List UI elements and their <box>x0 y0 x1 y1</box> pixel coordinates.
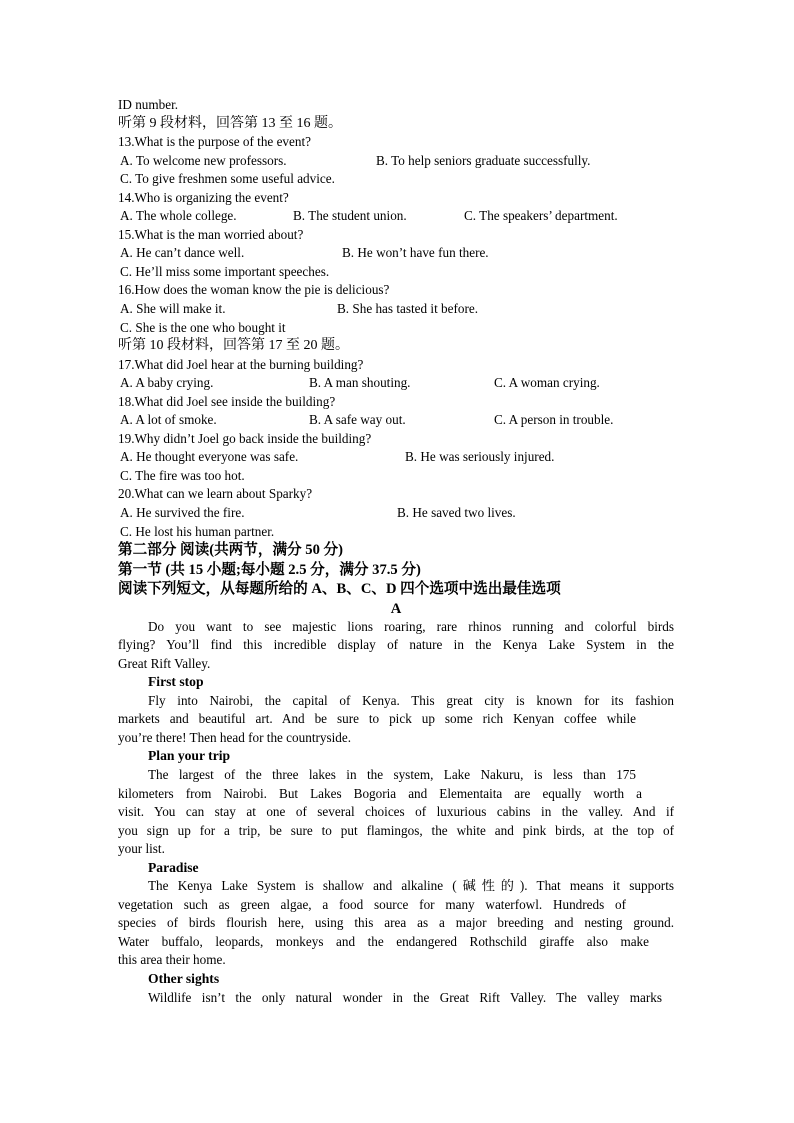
question-13-option-c <box>118 170 674 189</box>
option-c: C. He’ll miss some important speeches. <box>120 263 330 279</box>
paragraph-line: Water buffalo, leopards, monkeys and the endangered Rothschild giraffe also make <box>118 933 649 949</box>
subheading-plan-your-trip: Plan your trip <box>148 748 231 764</box>
option-a: A. He thought everyone was safe. <box>120 449 299 465</box>
question-16-options <box>118 300 674 319</box>
question-20-option-c <box>118 523 674 542</box>
question-15-option-c <box>118 263 674 282</box>
question-17-options <box>118 374 674 393</box>
question-15-options <box>118 244 674 263</box>
option-c: C. The speakers’ department. <box>464 208 618 224</box>
page-content <box>118 96 674 1007</box>
question-19-option-c <box>118 467 674 486</box>
option-b: B. She has tasted it before. <box>337 301 478 317</box>
question-19: 19.Why didn’t Joel go back inside the building? <box>118 430 372 446</box>
option-c: C. She is the one who bought it <box>120 319 286 335</box>
part2-title: 第二部分 阅读(共两节，满分 50 分) <box>118 542 343 559</box>
question-19-options <box>118 448 674 467</box>
header-fragment: ID number. <box>118 97 179 112</box>
paragraph-line: you sign up for a trip, be sure to put flamingos, the white and pink birds, at the top of <box>118 822 674 838</box>
option-b: B. To help seniors graduate successfully. <box>376 152 591 168</box>
option-a: A. To welcome new professors. <box>120 152 287 168</box>
question-13: 13.What is the purpose of the event? <box>118 134 311 150</box>
option-a: A. He can’t dance well. <box>120 245 245 261</box>
option-c: C. The fire was too hot. <box>120 467 245 483</box>
option-c: C. A person in trouble. <box>494 412 614 428</box>
option-b: B. The student union. <box>293 208 407 224</box>
option-c: C. To give freshmen some useful advice. <box>120 171 335 187</box>
paragraph-line: vegetation such as green algae, a food source for many waterfowl. Hundreds of <box>118 896 626 912</box>
option-b: B. A safe way out. <box>309 412 406 428</box>
paragraph-line: Great Rift Valley. <box>118 655 211 671</box>
paragraph-line: you’re there! Then head for the countryside. <box>118 729 352 745</box>
subheading-paradise: Paradise <box>148 859 199 875</box>
subheading-other-sights: Other sights <box>148 971 220 987</box>
question-20: 20.What can we learn about Sparky? <box>118 486 313 502</box>
paragraph-line: flying? You’ll find this incredible display of nature in the Kenya Lake System in the <box>118 637 674 653</box>
paragraph-line: markets and beautiful art. And be sure to pick up some rich Kenyan coffee while <box>118 711 636 727</box>
question-18-options <box>118 411 674 430</box>
option-a: A. He survived the fire. <box>120 505 245 521</box>
instruction: 阅读下列短文，从每题所给的 A、B、C、D 四个选项中选出最佳选项 <box>118 581 561 598</box>
question-17: 17.What did Joel hear at the burning building? <box>118 356 364 372</box>
question-18: 18.What did Joel see inside the building? <box>118 393 336 409</box>
option-c: C. He lost his human partner. <box>120 523 275 539</box>
section10-intro: 听第 10 段材料，回答第 17 至 20 题。 <box>118 338 349 354</box>
question-20-options <box>118 504 674 523</box>
section1-heading: 第一节 (共 15 小题;每小题 2.5 分，满分 37.5 分) <box>118 561 421 578</box>
option-a: A. A baby crying. <box>120 375 214 391</box>
option-a: A. A lot of smoke. <box>120 412 217 428</box>
question-13-options <box>118 152 674 171</box>
subheading-first-stop: First stop <box>148 674 204 690</box>
passage-label: A <box>390 600 402 617</box>
paragraph-line: Fly into Nairobi, the capital of Kenya. This great city is known for its fashion <box>148 692 674 708</box>
paragraph-line: visit. You can stay at one of several choices of luxurious cabins in the valley. And if <box>118 804 674 820</box>
option-a: A. She will make it. <box>120 301 226 317</box>
question-16: 16.How does the woman know the pie is delicious? <box>118 282 390 298</box>
question-15: 15.What is the man worried about? <box>118 226 304 242</box>
paragraph-line: species of birds flourish here, using this area as a major breeding and nesting ground. <box>118 915 674 931</box>
option-c: C. A woman crying. <box>494 375 600 391</box>
option-b: B. A man shouting. <box>309 375 411 391</box>
paragraph-line: this area their home. <box>118 952 226 968</box>
question-16-option-c <box>118 319 674 338</box>
question-14-options <box>118 207 674 226</box>
option-b: B. He won’t have fun there. <box>342 245 489 261</box>
option-b: B. He was seriously injured. <box>405 449 555 465</box>
section9-intro: 听第 9 段材料，回答第 13 至 16 题。 <box>118 115 342 131</box>
paragraph-line: your list. <box>118 841 165 857</box>
passage <box>118 618 674 1007</box>
paragraph-line: The largest of the three lakes in the system, Lake Nakuru, is less than 175 <box>148 767 636 782</box>
paragraph-line: Wildlife isn’t the only natural wonder in the Great Rift Valley. The valley marks <box>148 989 662 1005</box>
paragraph-line: The Kenya Lake System is shallow and alkaline (碱性的). That means it supports <box>148 878 674 894</box>
paragraph-line: kilometers from Nairobi. But Lakes Bogoria and Elementaita are equally worth a <box>118 785 642 801</box>
option-a: A. The whole college. <box>120 208 237 224</box>
option-b: B. He saved two lives. <box>397 505 516 521</box>
paragraph-line: Do you want to see majestic lions roaring, rare rhinos running and colorful birds <box>148 618 674 634</box>
question-14: 14.Who is organizing the event? <box>118 189 289 205</box>
